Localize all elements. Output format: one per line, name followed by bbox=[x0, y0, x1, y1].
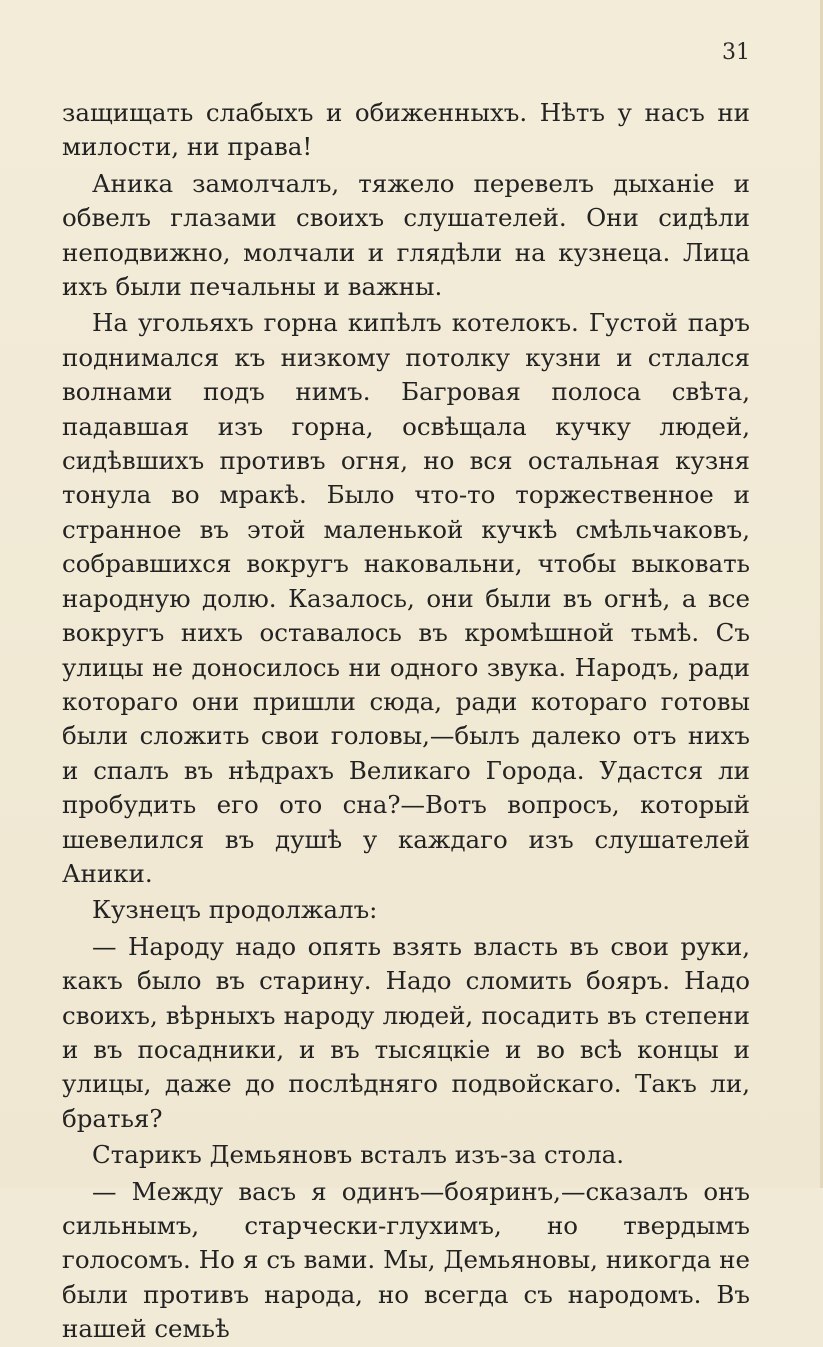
paragraph: На угольяхъ горна кипѣлъ котелокъ. Густой паръ поднимался къ низкому потолку кузни и стлался волнами подъ нимъ. Багровая полоса свѣта, падавшая изъ горна, освѣщала кучку людей, сидѣвшихъ противъ огня, но вся остальная кузня тонула во мракѣ. Было что-то торжественное и странное въ этой маленькой кучкѣ смѣльчаковъ, собравшихся вокругъ наковальни, чтобы выковать народную долю. Казалось, они были въ огнѣ, а все вокругъ нихъ оставалось въ кромѣшной тьмѣ. Съ улицы не доносилось ни одного звука. Народъ, ради котораго они пришли сюда, ради котораго готовы были сложить свои головы,—былъ далеко отъ нихъ и спалъ въ нѣдрахъ Великаго Города. Удастся ли пробудить его ото сна?—Вотъ вопросъ, который шевелился въ душѣ у каждаго изъ слушателей Аники. bbox=[62, 308, 750, 888]
page-number: 31 bbox=[722, 40, 750, 65]
paragraph: Старикъ Демьяновъ всталъ изъ-за стола. bbox=[92, 1140, 625, 1170]
paragraph: Кузнецъ продолжалъ: bbox=[92, 895, 378, 925]
paragraph: Аника замолчалъ, тяжело перевелъ дыханіе и обвелъ глазами своихъ слушателей. Они сидѣли неподвижно, молчали и глядѣли на кузнеца. Лица ихъ были печальны и важны. bbox=[62, 168, 750, 302]
page-text bbox=[62, 96, 750, 1347]
paragraph-continued: защищать слабыхъ и обиженныхъ. Нѣтъ у насъ ни милости, ни права! bbox=[62, 98, 750, 162]
paragraph: — Между васъ я одинъ—бояринъ,—сказалъ онъ сильнымъ, старчески-глухимъ, но твердымъ голосомъ. Но я съ вами. Мы, Демьяновы, никогда не были противъ народа, но всегда съ народомъ. Въ нашей семьѣ bbox=[62, 1176, 750, 1344]
paragraph: — Народу надо опять взять власть въ свои руки, какъ было въ старину. Надо сломить бояръ. Надо своихъ, вѣрныхъ народу людей, посадить въ степени и въ посадники, и въ тысяцкіе и во всѣ концы и улицы, даже до послѣдняго подвойскаго. Такъ ли, братья? bbox=[62, 931, 750, 1133]
